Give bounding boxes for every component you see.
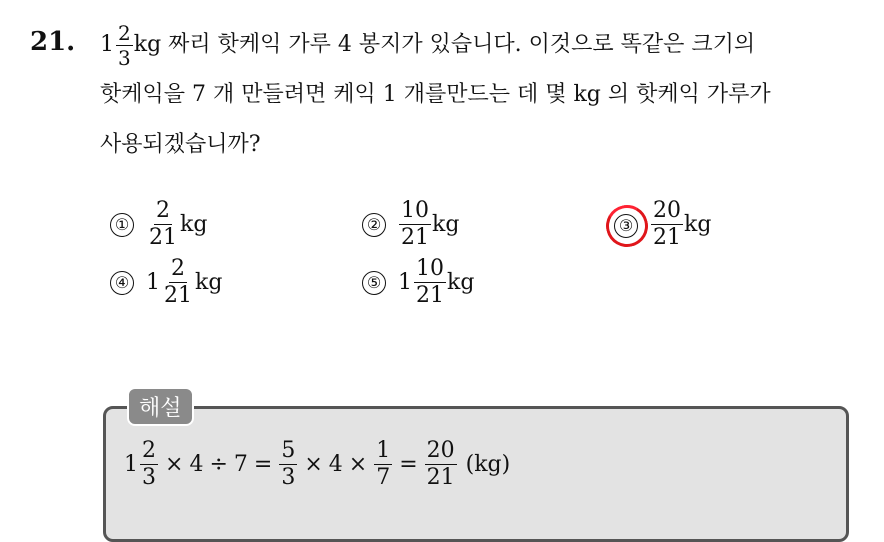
choice-marker: ① [110,213,134,237]
expl-fraction-2: $\frac{5}{3}$ [281,438,296,490]
choice-whole: 1 [146,270,160,295]
question-number: 21. [30,27,76,57]
choice-fraction: $\frac{10}{21}$ [416,256,444,308]
choice-1[interactable] [110,200,207,249]
question-line-2: 핫케익을 7 개 만들려면 케익 1 개를만드는 데 몇 kg 의 핫케익 가루가 [100,82,771,107]
expl-fraction-1: $\frac{2}{3}$ [142,438,156,490]
choice-unit: kg [684,212,712,237]
explanation-equation: 1 $\frac{2}{3}$ × 4 ÷ 7 = $\frac{5}{3}$ × 4 × $\frac{1}{7}$ = $\frac{20}{21}$ (kg) [124,438,511,490]
choice-marker: ⑤ [362,271,386,295]
choice-unit: kg [432,212,460,237]
expl-fraction-3: $\frac{1}{7}$ [376,438,391,490]
choice-fraction: $\frac{20}{21}$ [653,198,681,250]
choice-marker: ② [362,213,386,237]
choice-2[interactable] [362,200,459,249]
explanation-badge: 해설 [127,387,194,426]
choice-marker: ④ [110,271,134,295]
choice-fraction: $\frac{10}{21}$ [401,198,429,250]
question-whole: 1 [100,32,114,57]
choice-marker: ③ [614,214,638,238]
choice-3[interactable] [614,200,711,249]
choice-4[interactable] [110,258,222,307]
red-circle-icon [601,200,652,251]
choice-unit: kg [447,270,475,295]
expl-unit: (kg) [465,452,511,477]
choice-unit: kg [180,212,208,237]
question-line-3: 사용되겠습니까? [100,132,261,157]
selected-answer-mark [614,212,644,238]
choice-5[interactable] [362,258,474,307]
question-fraction: $\frac{2}{3}$ [118,20,131,70]
question-line-1-rest: 짜리 핫케익 가루 4 봉지가 있습니다. 이것으로 똑같은 크기의 [168,32,756,57]
choice-fraction: $\frac{2}{21}$ [164,256,192,308]
choice-fraction: $\frac{2}{21}$ [149,198,177,250]
choice-unit: kg [195,270,223,295]
question-text [100,20,870,170]
expl-fraction-4: $\frac{20}{21}$ [426,438,455,490]
question-line-1 [100,20,870,70]
choice-whole: 1 [398,270,412,295]
question-unit: kg [133,32,162,57]
